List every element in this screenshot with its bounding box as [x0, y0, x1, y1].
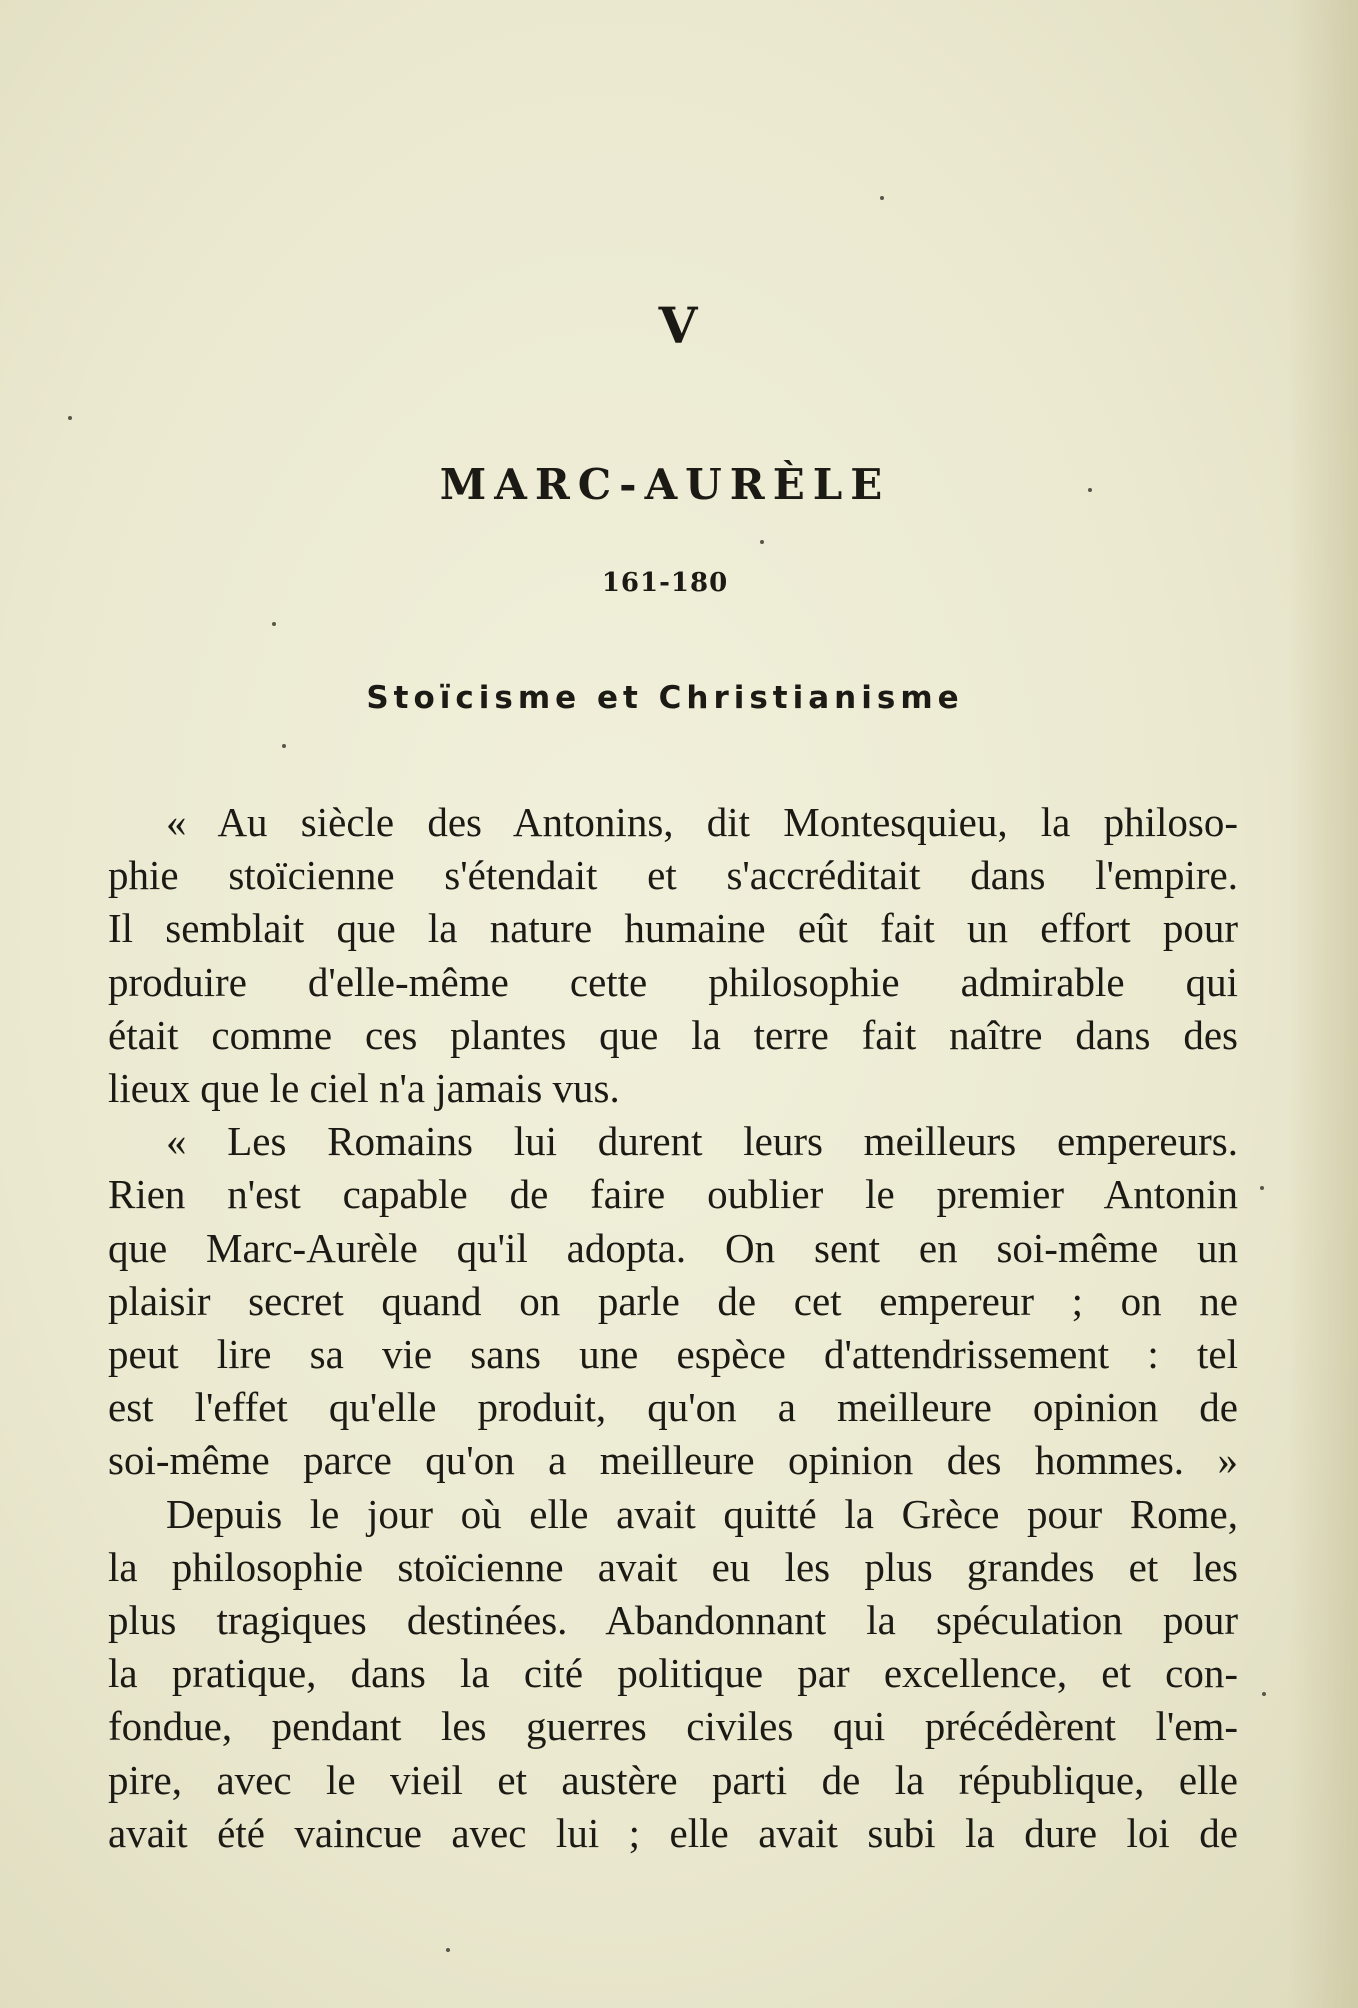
paper-speck	[68, 416, 72, 420]
chapter-title: MARC-AURÈLE	[439, 460, 891, 509]
chapter-number: V	[658, 296, 700, 355]
paper-speck	[1262, 1692, 1266, 1696]
text-line: la pratique, dans la cité politique par excellence, et con-	[108, 1650, 1238, 1697]
paper-speck	[282, 744, 286, 748]
text-line: plus tragiques destinées. Abandonnant la spéculation pour	[108, 1597, 1238, 1644]
paper-speck	[272, 622, 276, 626]
text-line: phie stoïcienne s'étendait et s'accréditait dans l'empire.	[108, 852, 1238, 899]
text-line: peut lire sa vie sans une espèce d'attendrissement : tel	[108, 1331, 1238, 1378]
paragraph-montesquieu-2	[108, 1115, 1238, 1487]
text-line: avait été vaincue avec lui ; elle avait subi la dure loi de	[108, 1809, 1238, 1856]
text-line: Rien n'est capable de faire oublier le premier Antonin	[108, 1171, 1238, 1218]
text-line: est l'effet qu'elle produit, qu'on a meilleure opinion de	[108, 1384, 1238, 1431]
text-line: que Marc-Aurèle qu'il adopta. On sent en soi-même un	[108, 1224, 1238, 1271]
text-line: « Les Romains lui durent leurs meilleurs empereurs.	[166, 1118, 1238, 1165]
text-line: produire d'elle-même cette philosophie admirable qui	[108, 958, 1238, 1005]
chapter-dates: 161-180	[601, 568, 729, 598]
text-line: fondue, pendant les guerres civiles qui précédèrent l'em-	[108, 1703, 1238, 1750]
text-line: « Au siècle des Antonins, dit Montesquieu, la philoso-	[166, 799, 1238, 845]
text-line: Il semblait que la nature humaine eût fait un effort pour	[108, 905, 1238, 952]
paper-speck	[1260, 1186, 1264, 1190]
paragraph-stoicism	[108, 1488, 1238, 1860]
chapter-subtitle: Stoïcisme et Christianisme	[366, 680, 964, 716]
text-line: plaisir secret quand on parle de cet empereur ; on ne	[108, 1277, 1238, 1324]
paragraph-montesquieu-1	[108, 796, 1238, 1115]
text-line: était comme ces plantes que la terre fait naître dans des	[108, 1011, 1238, 1058]
text-line: la philosophie stoïcienne avait eu les plus grandes et les	[108, 1543, 1238, 1590]
paper-speck	[1088, 488, 1092, 492]
paper-speck	[446, 1948, 450, 1952]
text-line: soi-même parce qu'on a meilleure opinion des hommes. »	[108, 1437, 1238, 1484]
text-line: lieux que le ciel n'a jamais vus.	[108, 1065, 620, 1112]
text-line: Depuis le jour où elle avait quitté la Grèce pour Rome,	[166, 1490, 1238, 1537]
paper-speck	[880, 196, 884, 200]
paper-speck	[760, 540, 764, 544]
text-line: pire, avec le vieil et austère parti de la république, elle	[108, 1756, 1238, 1803]
body-text	[108, 796, 1238, 1860]
